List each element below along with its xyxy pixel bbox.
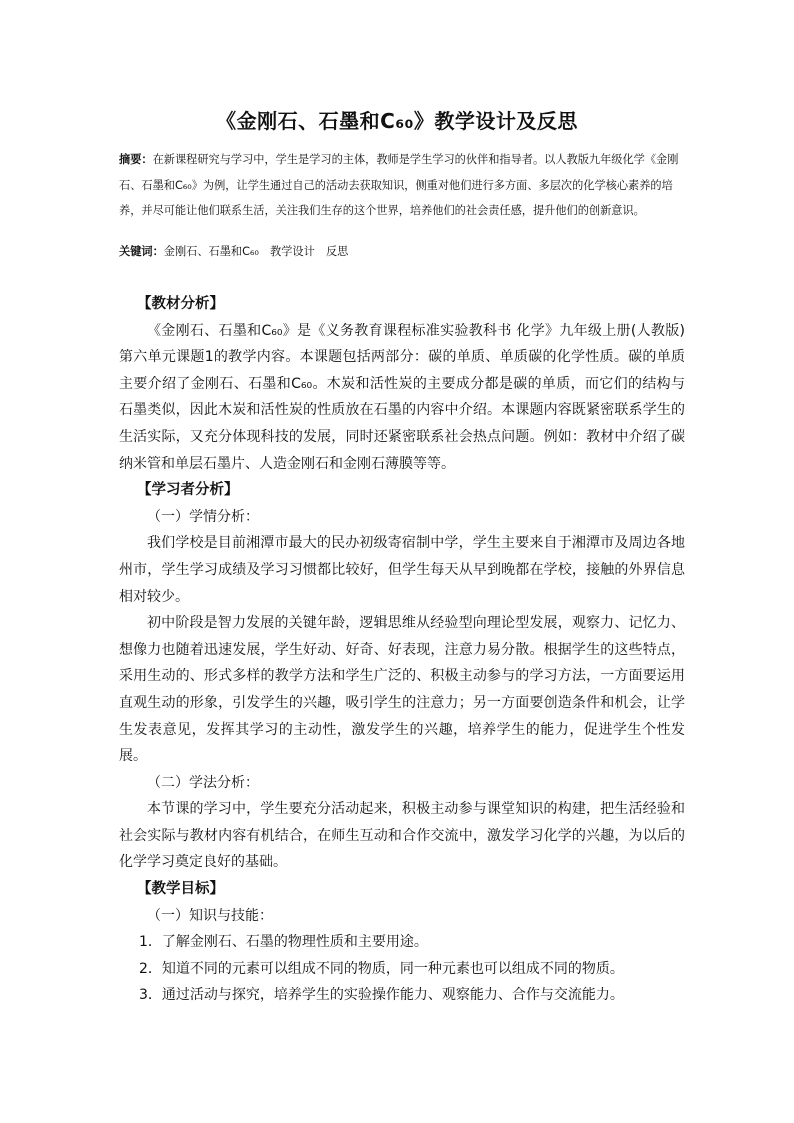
document-title: 《金刚石、石墨和C₆₀》教学设计及反思 [216,109,578,133]
abstract-text: 在新课程研究与学习中，学生是学习的主体，教师是学生学习的伙伴和指导者。以人教版九年级化学《金刚石、石墨和C₆₀》为例，让学生通过自己的活动去获取知识，侧重对他们进行多方面、多层次的化学核心素养的培养，并尽可能让他们联系生活，关注我们生存的这个世界，培养他们的社会责任感，提升他们的创新意识。 [119,153,679,217]
paragraph-xueqing-2: 初中阶段是智力发展的关键年龄，逻辑思维从经验型向理论型发展，观察力、记忆力、想像力也随着迅速发展，学生好动、好奇、好表现，注意力易分散。根据学生的这些特点，采用生动的、形式多样的教学方法和学生广泛的、积极主动参与的学习方法，一方面要运用直观生动的形象，引发学生的兴趣，吸引学生的注意力；另一方面要创造条件和机会，让学生发表意见，发挥其学习的主动性，激发学生的兴趣，培养学生的能力，促进学生个性发展。 [119,615,685,765]
paragraph-jiaocai: 《金刚石、石墨和C₆₀》是《义务教育课程标准实验教科书 化学》九年级上册(人教版)第六单元课题1的教学内容。本课题包括两部分：碳的单质、单质碳的化学性质。碳的单质主要介绍了金刚石、石墨和C₆₀。木炭和活性炭的主要成分都是碳的单质，而它们的结构与石墨类似，因此木炭和活性炭的性质放在石墨的内容中介绍。本课题内容既紧密联系学生的生活实际，又充分体现科技的发展，同时还紧密联系社会热点问题。例如：教材中介绍了碳纳米管和单层石墨片、人造金刚石和金刚石薄膜等等。 [119,322,685,472]
list-item: 2．知道不同的元素可以组成不同的物质，同一种元素也可以组成不同的物质。 [139,960,624,977]
keywords-block [119,239,685,264]
subheading-xuefa: （二）学法分析： [147,774,259,791]
section-heading-mubiao: 【教学目标】 [137,881,224,898]
section-heading-jiaocai: 【教材分析】 [137,296,224,312]
section-heading-xuexizhe: 【学习者分析】 [137,482,239,499]
paragraph-xueqing-1: 我们学校是目前湘潭市最大的民办初级寄宿制中学，学生主要来自于湘潭市及周边各地州市，学生学习成绩及学习习惯都比较好，但学生每天从早到晚都在学校，接触的外界信息相对较少。 [119,535,685,605]
document-body [119,291,685,1009]
paragraph-xuefa: 本节课的学习中，学生要充分活动起来，积极主动参与课堂知识的构建，把生活经验和社会实际与教材内容有机结合，在师生互动和合作交流中，激发学习化学的兴趣，为以后的化学学习奠定良好的基础。 [119,801,685,871]
keywords-text: 金刚石、石墨和C₆₀ 教学设计 反思 [163,245,349,258]
abstract-block [119,147,685,224]
abstract-label: 摘要： [119,153,153,166]
keywords-label: 关键词： [119,245,164,258]
subheading-xueqing: （一）学情分析： [147,508,259,525]
list-item: 1．了解金刚石、石墨的物理性质和主要用途。 [139,934,428,951]
list-item: 3．通过活动与探究，培养学生的实验操作能力、观察能力、合作与交流能力。 [139,987,624,1004]
subheading-zhishi: （一）知识与技能： [147,907,273,924]
